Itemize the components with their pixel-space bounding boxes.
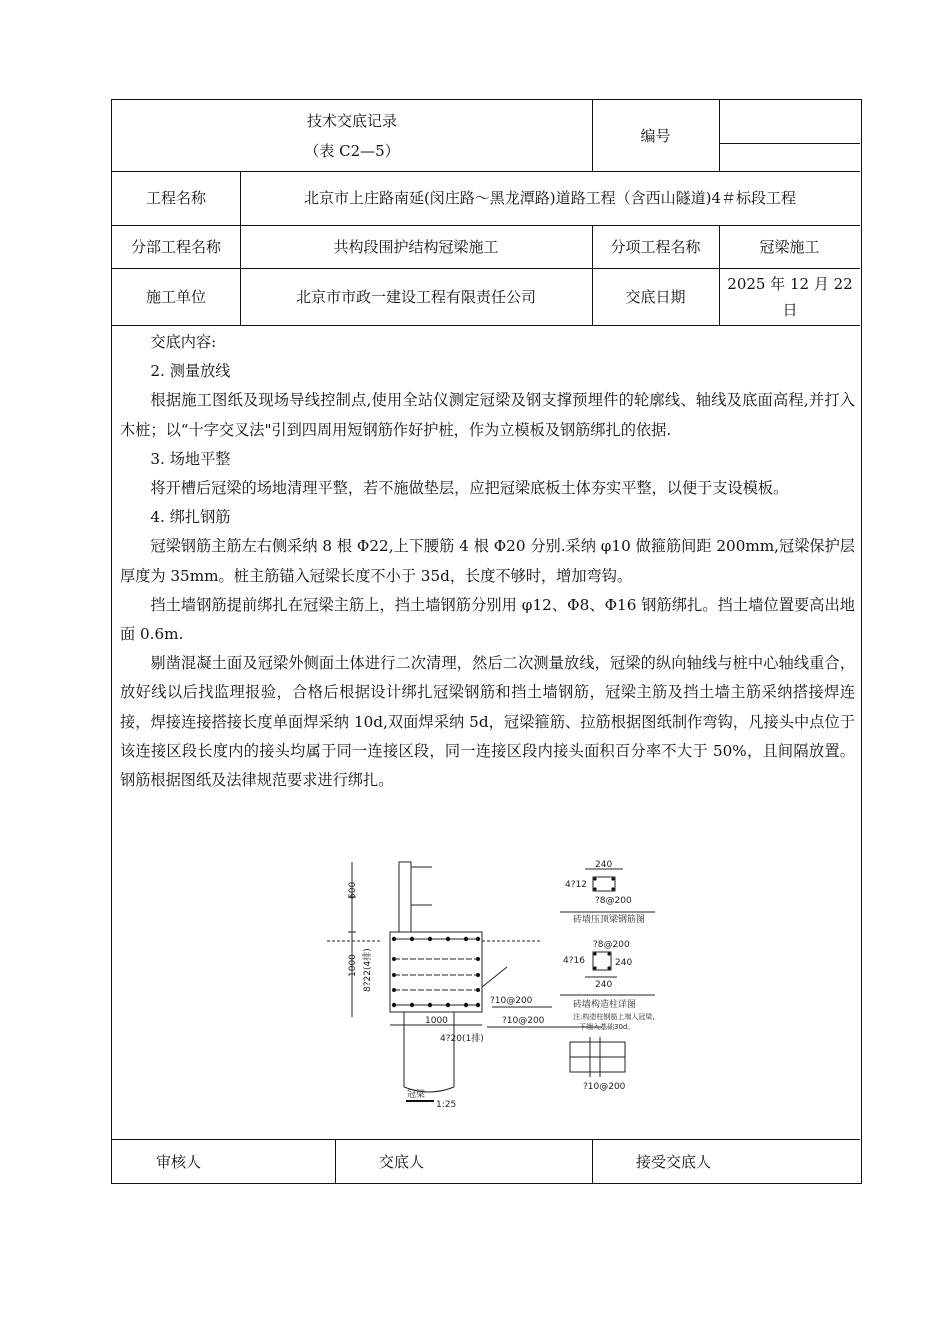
project-label: 工程名称 <box>145 189 206 207</box>
date-value: 2025 年 12 月 22 日 <box>727 274 853 319</box>
det1-phi8: ?8@200 <box>595 896 632 906</box>
section-heading: 3. 场地平整 <box>150 449 231 468</box>
content-paragraph: 根据施工图纸及现场导线控制点,使用全站仪测定冠梁及钢支撑预埋件的轮廓线、轴线及底面高程,并打入木桩；以“十字交叉法"引到四周用短钢筋作好护桩，作为立模板及钢筋绑扎的依据. <box>120 391 855 439</box>
det2-phi8: ?8@200 <box>593 940 630 950</box>
dim-1000-vertical: 1000 <box>348 954 358 977</box>
det1-240: 240 <box>595 860 613 870</box>
form-title: 技术交底记录 <box>306 111 397 130</box>
content-paragraph: 将开槽后冠梁的场地清理平整，若不施做垫层，应把冠梁底板土体夯实平整，以便于支设模板。 <box>150 479 789 498</box>
content-paragraph: 剔凿混凝土面及冠梁外侧面土体进行二次清理，然后二次测量放线，冠梁的纵向轴线与桩中心轴线重合，放好线以后找监理报验，合格后根据设计绑扎冠梁钢筋和挡土墙钢筋，冠梁主筋及挡土墙主筋采纳搭接焊连接，焊接连接搭接长度单面焊采纳 10d,双面焊采纳 5d，冠梁箍筋、拉筋根据图纸制作弯钩，凡接头中点位于该连接区段长度内的接头均属于同一连接区段，同一连接区段内接头面积百分率不大于 50%，且间隔放置。钢筋根据图纸及法律规范要求进行绑扎。 <box>120 654 855 790</box>
section-heading: 4. 绑扎钢筋 <box>150 508 231 527</box>
det3-phi10: ?10@200 <box>583 1082 626 1092</box>
content-paragraph: 挡土墙钢筋提前绑扎在冠梁主筋上，挡土墙钢筋分别用 φ12、Φ8、Φ16 钢筋绑扎。挡土墙位置要高出地面 0.6m. <box>120 595 855 644</box>
det2-4d16: 4?16 <box>563 956 585 966</box>
label-4d20: 4?20(1排) <box>440 1034 484 1044</box>
label-phi10a: ?10@200 <box>490 996 533 1006</box>
content-paragraph: 冠梁钢筋主筋左右侧采纳 8 根 Φ22,上下腰筋 4 根 Φ20 分别.采纳 φ10 做箍筋间距 200mm,冠梁保护层厚度为 35mm。桩主筋锚入冠梁长度不小于 35d，长度不够时，增加弯钩。 <box>120 537 855 585</box>
drawing-scale: 1:25 <box>436 1100 457 1110</box>
subitem-label: 分项工程名称 <box>610 237 701 256</box>
unit-value: 北京市市政一建设工程有限责任公司 <box>295 287 536 306</box>
content-intro: 交底内容: <box>150 333 217 351</box>
det2-note: 下端入基础30d。 <box>579 1023 635 1031</box>
dim-600: 600 <box>348 881 358 899</box>
form-number: （表 C2—5） <box>304 141 400 160</box>
dim-1000-horizontal: 1000 <box>425 1016 448 1026</box>
drawing-title: 冠梁 <box>407 1090 426 1100</box>
det2-240-vertical: 240 <box>615 958 633 968</box>
division-label: 分部工程名称 <box>130 237 221 256</box>
presenter-label: 交底人 <box>379 1152 425 1171</box>
date-label: 交底日期 <box>625 287 686 306</box>
det2-note: 注:构造柱钢筋上端入冠梁, <box>573 1013 655 1021</box>
division-value: 共构段围护结构冠梁施工 <box>333 237 499 256</box>
project-value: 北京市上庄路南延(闵庄路～黑龙潭路)道路工程（含西山隧道)4＃标段工程 <box>303 189 797 207</box>
number-value <box>719 100 860 143</box>
det1-4d12: 4?12 <box>565 880 587 890</box>
detail-drawings <box>555 857 665 1119</box>
receiver-label: 接受交底人 <box>636 1152 712 1171</box>
disclosure-form <box>111 99 862 1184</box>
unit-label: 施工单位 <box>145 287 206 306</box>
label-8d22: 8?22(4排) <box>363 948 373 992</box>
reviewer-label: 审核人 <box>156 1152 202 1171</box>
det2-title: 砖墙构造柱详图 <box>573 1000 637 1010</box>
number-label: 编号 <box>640 126 671 145</box>
label-phi10b: ?10@200 <box>502 1016 545 1026</box>
disclosure-content <box>120 328 855 795</box>
det1-title: 砖墙压顶梁钢筋图 <box>573 915 646 925</box>
det2-240: 240 <box>595 980 613 990</box>
section-heading: 2. 测量放线 <box>150 362 231 381</box>
subitem-value: 冠梁施工 <box>759 237 820 256</box>
